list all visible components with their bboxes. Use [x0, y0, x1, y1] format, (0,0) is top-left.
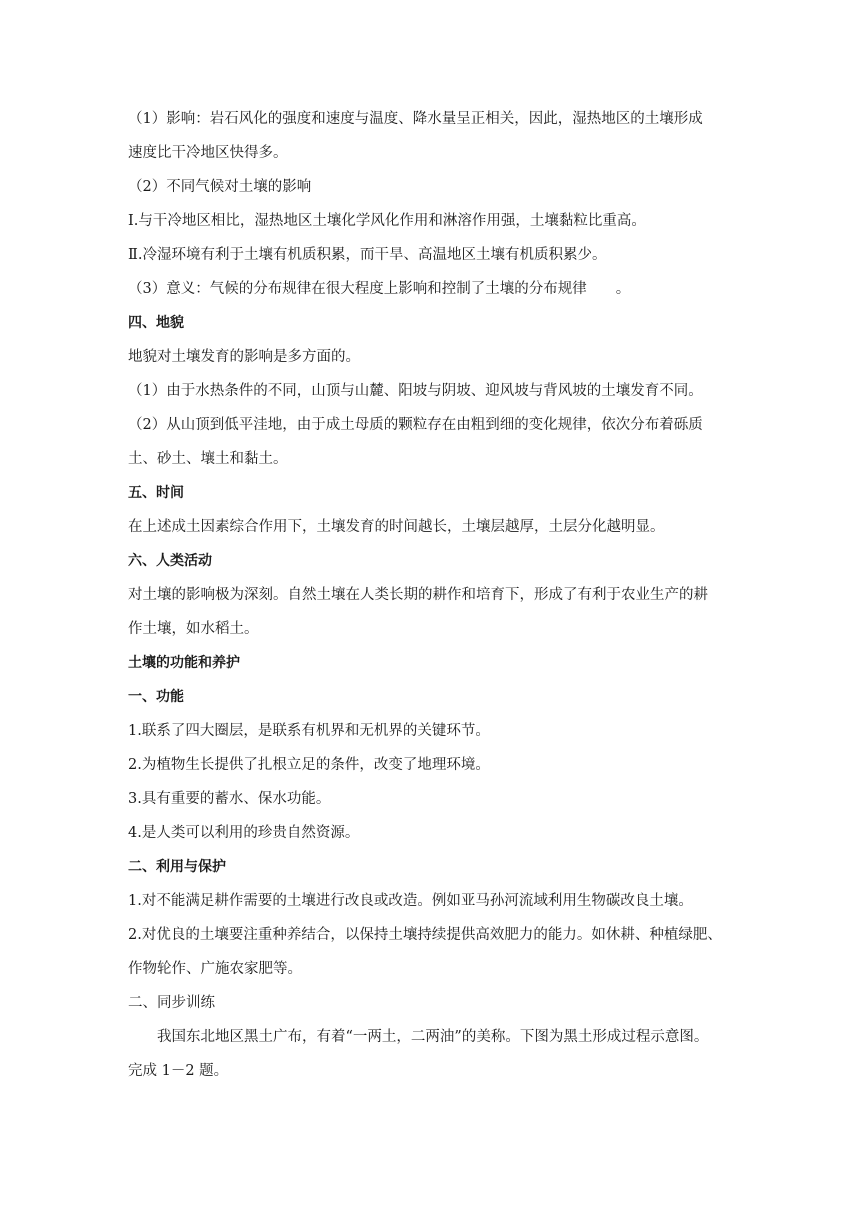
list-item — [128, 924, 738, 981]
list-item: 1.联系了四大圈层，是联系有机界和无机界的关键环节。 — [128, 723, 490, 739]
section-heading-soil-function: 土壤的功能和养护 — [128, 655, 240, 671]
text-line: （1）影响：岩石风化的强度和速度与温度、降水量呈正相关，因此，湿热地区的土壤形成 — [128, 111, 703, 127]
text-line: 土、砂土、壤土和黏土。 — [128, 451, 288, 467]
text-line: 作土壤，如水稻土。 — [128, 621, 259, 637]
text-line: Ⅰ.与干冷地区相比，湿热地区土壤化学风化作用和淋溶作用强，土壤黏粒比重高。 — [128, 213, 646, 229]
text-line: Ⅱ.冷湿环境有利于土壤有机质积累，而干旱、高温地区土壤有机质积累少。 — [128, 247, 607, 263]
text-line: （2）从山顶到低平洼地，由于成土母质的颗粒存在由粗到细的变化规律，依次分布着砾质 — [128, 417, 703, 433]
section-heading-function: 一、功能 — [128, 689, 184, 705]
text-line: 速度比干冷地区快得多。 — [128, 145, 288, 161]
text-line: （2）不同气候对土壤的影响 — [128, 179, 312, 195]
text-line: 作物轮作、广施农家肥等。 — [128, 961, 302, 977]
list-item: 2.为植物生长提供了扎根立足的条件，改变了地理环境。 — [128, 757, 490, 773]
section-heading-use-protection: 二、利用与保护 — [128, 859, 226, 875]
section-heading-human-activity: 六、人类活动 — [128, 553, 212, 569]
paragraph-human-activity — [128, 584, 738, 641]
text-line: （3）意义：气候的分布规律在很大程度上影响和控制了土壤的分布规律 。 — [128, 281, 631, 297]
text-line: 地貌对土壤发育的影响是多方面的。 — [128, 349, 360, 365]
text-line: （1）由于水热条件的不同，山顶与山麓、阳坡与阴坡、迎风坡与背风坡的土壤发育不同。 — [128, 383, 703, 399]
text-line: 2.对优良的土壤要注重种养结合，以保持土壤持续提供高效肥力的能力。如休耕、种植绿肥、 — [128, 927, 722, 943]
section-heading-sync-training: 二、同步训练 — [128, 995, 215, 1011]
list-item: 3.具有重要的蓄水、保水功能。 — [128, 791, 331, 807]
list-item: 1.对不能满足耕作需要的土壤进行改良或改造。例如亚马孙河流域利用生物碳改良土壤。 — [128, 893, 693, 909]
text-line: 我国东北地区黑土广布，有着“一两土，二两油”的美称。下图为黑土形成过程示意图。 — [157, 1029, 709, 1045]
document-page — [128, 108, 738, 1094]
question-stem — [128, 1026, 738, 1083]
text-line: 在上述成土因素综合作用下，土壤发育的时间越长，土壤层越厚，土层分化越明显。 — [128, 519, 665, 535]
section-heading-landform: 四、地貌 — [128, 315, 184, 331]
paragraph-climate-impact — [128, 108, 738, 165]
section-heading-time: 五、时间 — [128, 485, 184, 501]
text-line: 对土壤的影响极为深刻。自然土壤在人类长期的耕作和培育下，形成了有利于农业生产的耕 — [128, 587, 708, 603]
paragraph-landform-parent-material — [128, 414, 738, 471]
list-item: 4.是人类可以利用的珍贵自然资源。 — [128, 825, 360, 841]
text-line: 完成 1－2 题。 — [128, 1063, 229, 1079]
